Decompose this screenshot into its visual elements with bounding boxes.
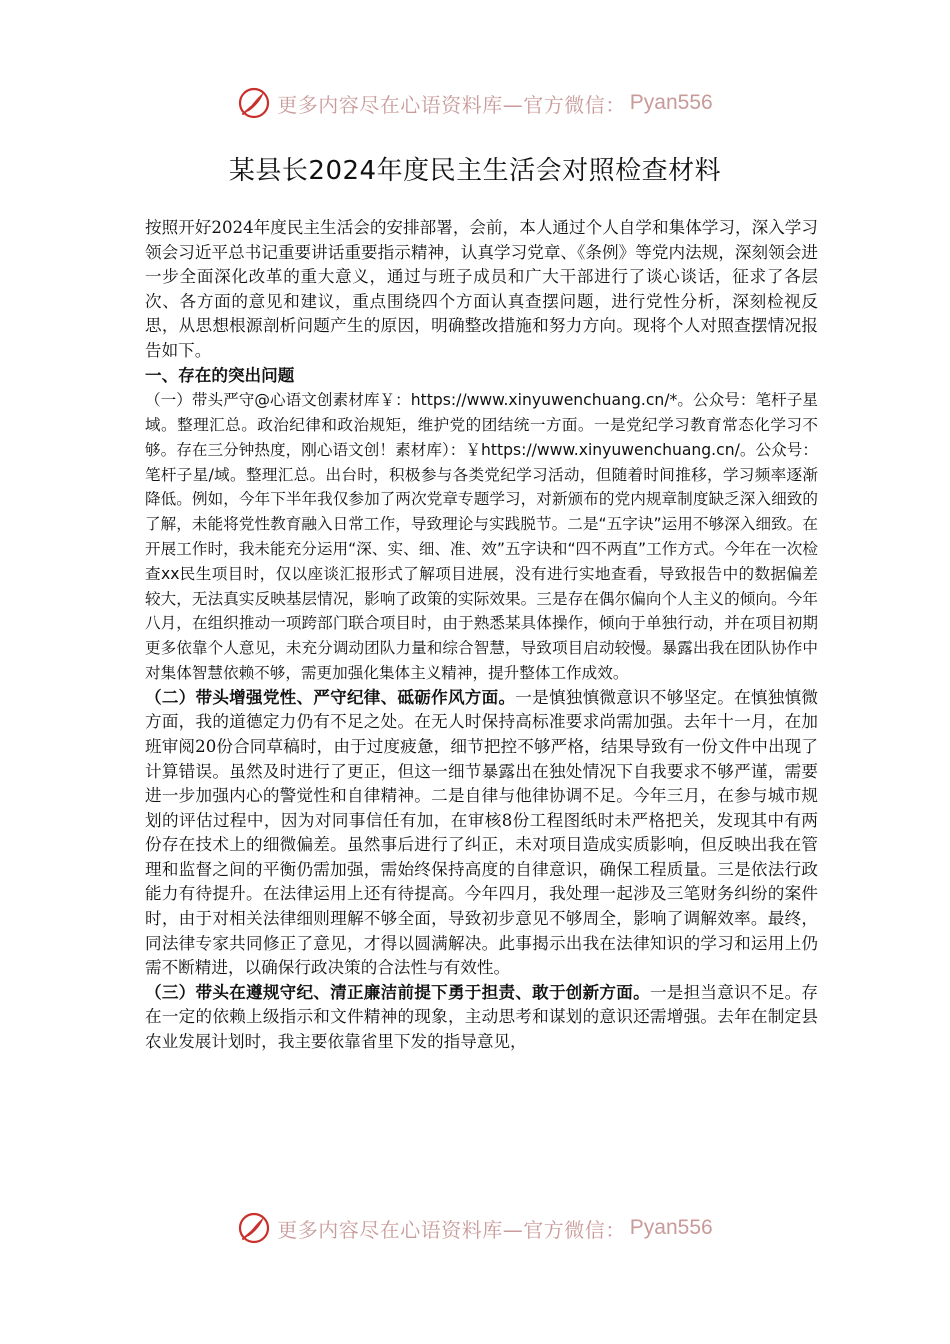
watermark-banner-bottom (0, 1211, 950, 1245)
document-title: 某县长2024年度民主生活会对照检查材料 (228, 156, 722, 186)
intro-paragraph: 按照开好2024年度民主生活会的安排部署，会前，本人通过个人自学和集体学习，深入学习领会习近平总书记重要讲话重要指示精神，认真学习党章、《条例》等党内法规，深刻领会进一步全面深化改革的重大意义，通过与班子成员和广大干部进行了谈心谈话，征求了各层次、各方面的意见和建议，重点围绕四个方面认真查摆问题，进行党性分析，深刻检视反思，从思想根源剖析问题产生的原因，明确整改措施和努力方向。现将个人对照查摆情况报告如下。 (145, 218, 818, 360)
subsection-2-paragraph (145, 686, 818, 981)
subsection-3-text: 一是担当意识不足。存在一定的依赖上级指示和文件精神的现象，主动思考和谋划的意识还需增强。去年在制定县农业发展计划时，我主要依靠省里下发的指导意见， (145, 982, 819, 1052)
quill-seal-icon (237, 86, 271, 120)
watermark-wechat-id: Pyan556 (629, 1216, 713, 1239)
subsection-2-text: 一是慎独慎微意识不够坚定。在慎独慎微方面，我的道德定力仍有不足之处。在无人时保持高标准要求尚需加强。去年十一月，在加班审阅20份合同草稿时，由于过度疲惫，细节把控不够严格，结果导致有一份文件中出现了计算错误。虽然及时进行了更正，但这一细节暴露出在独处情况下自我要求不够严谨，需要进一步加强内心的警觉性和自律精神。二是自律与他律协调不足。今年三月，在参与城市规划的评估过程中，因为对同事信任有加，在审核8份工程图纸时未严格把关，发现其中有两份存在技术上的细微偏差。虽然事后进行了纠正，未对项目造成实质影响，但反映出我在管理和监督之间的平衡仍需加强，需始终保持高度的自律意识，确保工程质量。三是依法行政能力有待提升。在法律运用上还有待提高。今年四月，我处理一起涉及三笔财务纠纷的案件时，由于对相关法律细则理解不够全面，导致初步意见不够周全，影响了调解效率。最终，同法律专家共同修正了意见，才得以圆满解决。此事揭示出我在法律知识的学习和运用上仍需不断精进，以确保行政决策的合法性与有效性。 (145, 687, 818, 978)
subsection-2-heading: （二）带头增强党性、严守纪律、砥砺作风方面。 (145, 687, 516, 707)
subsection-3-heading: （三）带头在遵规守纪、清正廉洁前提下勇于担责、敢于创新方面。 (145, 982, 650, 1002)
watermark-wechat-id: Pyan556 (629, 91, 713, 114)
subsection-1-paragraph: （一）带头严守@心语文创素材库￥：https://www.xinyuwenchuang.cn/*。公众号：笔杆子星域。整理汇总。政治纪律和政治规矩，维护党的团结统一方面。一是党纪学习教育常态化学习不够。存在三分钟热度，刚心语文创！素材库）：￥https://www.xinyuwenchuang.cn/。公众号：笔杆子星/域。整理汇总。出台时，积极参与各类党纪学习活动，但随着时间推移，学习频率逐渐降低。例如，今年下半年我仅参加了两次党章专题学习，对新颁布的党内规章制度缺乏深入细致的了解，未能将党性教育融入日常工作，导致理论与实践脱节。二是“五字诀”运用不够深入细致。在开展工作时，我未能充分运用“深、实、细、准、效”五字诀和“四不两直”工作方式。今年在一次检查xx民生项目时，仅以座谈汇报形式了解项目进展，没有进行实地查看，导致报告中的数据偏差较大，无法真实反映基层情况，影响了政策的实际效果。三是存在偶尔偏向个人主义的倾向。今年八月，在组织推动一项跨部门联合项目时，由于熟悉某具体操作，倾向于单独行动，并在项目初期更多依靠个人意见，未充分调动团队力量和综合智慧，导致项目启动较慢。暴露出我在团队协作中对集体智慧依赖不够，需更加强化集体主义精神，提升整体工作成效。 (145, 391, 818, 682)
quill-seal-icon (237, 1211, 271, 1245)
watermark-text: 更多内容尽在心语资料库—官方微信： (277, 92, 626, 117)
document-body (145, 216, 818, 1055)
section-heading: 一、存在的突出问题 (145, 365, 295, 385)
watermark-text: 更多内容尽在心语资料库—官方微信： (277, 1217, 626, 1242)
subsection-3-paragraph (145, 981, 818, 1055)
watermark-banner-top (0, 86, 950, 120)
